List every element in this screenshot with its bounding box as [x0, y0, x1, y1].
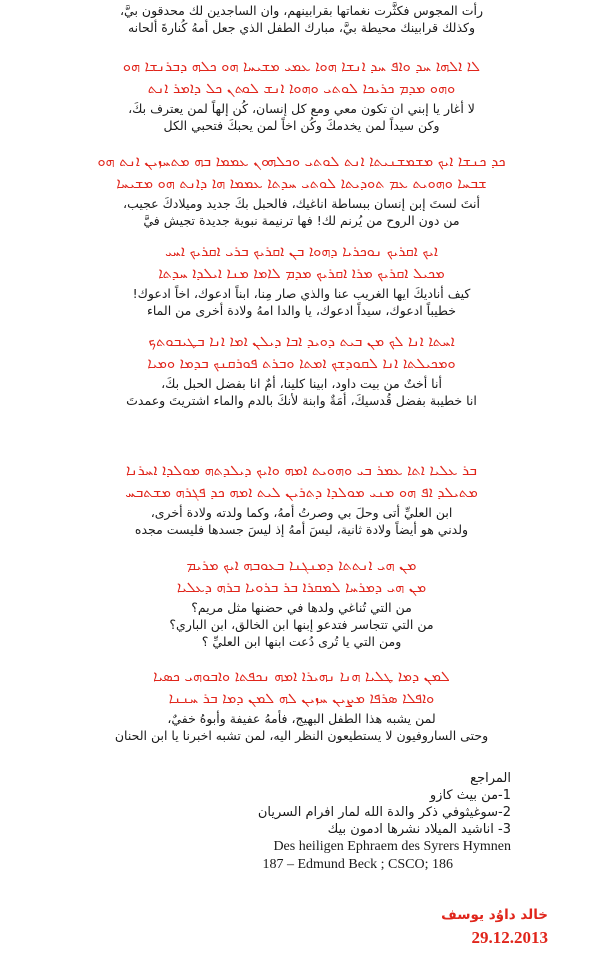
stanza-3: [0, 151, 603, 229]
syriac-line: ܒܪ ܥܠܝܐ ܐܬܐ ܥܡܪ ܒܝ ܘܗܘܝܬ ܐܡܗ ܘܐܝܟ ܕܝܠܕܬܗ ܡܘܠܕܐ ܐܚܪܢܐ: [126, 463, 477, 479]
stanza-2: [0, 56, 603, 134]
arabic-line: أنا أختٌ من بيت داود، ابينا كلينا، أمٌ انا بفضل الحبل بكَ،: [161, 376, 442, 391]
syriac-line: ܫܒܚܐ ܘܗܘܝܬ ܥܡ ܬܘܕܝܬܐ ܠܘܬܝ ܚܕܬܐ ܥܡܡܐ ܗܐ ܕܐܢܬ ܗܘ ܡܫܝܚܐ: [116, 176, 487, 192]
syriac-line: ܐܚܬܐ ܐܢܐ ܠܟ ܡܢ ܒܝܬ ܕܘܝܕ ܐܒܐ ܕܝܠܢ ܐܡܐ ܐܢܐ ܒܛܝܒܘܬܟ: [148, 334, 455, 350]
syriac-line: ܘܡܟܝܠܬܐ ܐܢܐ ܠܩܘܕܫܟ ܐܡܬܐ ܘܒܪܬ ܦܘܪܩܢܟ ܒܕܡܐ ܘܡܝܐ: [147, 356, 456, 372]
reference-latin-title: Des heiligen Ephraem des Syrers Hymnen: [273, 839, 511, 854]
syriac-line: ܡܢ ܗܝ ܐܢܬܬܐ ܕܡܢܓܢܐ ܒܥܘܒܗ ܐܝܟ ܡܪܝܡ: [186, 558, 417, 574]
syriac-line: ܡܟܝܠ ܐܩܪܝܟ ܡܪܐ ܐܩܪܝܟ ܡܕܡ ܠܐܡܐ ܡܢܐ ܐܝܠܕܐ ܚܕܬܐ: [158, 266, 445, 282]
stanza-4: [0, 241, 603, 319]
arabic-line: وحتى الساروفيون لا يستطيعون النظر اليه، لمن تشبه اخبرنا يا ابن الحنان: [114, 728, 489, 743]
arabic-line: وكذلك قرابينك محيطة بيَّ، مبارك الطفل الذي جعل أمهُ كُنارةَ ألحانه: [127, 20, 476, 35]
syriac-line: ܠܡܢ ܕܡܐ ܛܠܝܐ ܗܢܐ ܢܗܝܪܐ ܐܡܗ ܢܟܦܬܐ ܘܐܒܘܗܝ ܟܣܝܐ: [153, 669, 450, 685]
arabic-line: ومن التي يا تُرى دُعت ابنها ابن العليِّ ؟: [201, 634, 402, 649]
signature-date: 29.12.2013: [471, 928, 548, 947]
references-section: [91, 770, 511, 874]
arabic-line: ولدني هو أيضاً ولادة ثانية، ليسَ أمهُ إذ ليسَ جسدها فليست مجده: [134, 522, 469, 537]
arabic-line: من التي تُناغي ولدها في حضنها مثل مريم؟: [191, 600, 412, 615]
arabic-line: ابن العليِّ أتى وحلَ بي وصرتُ أمهُ، وكما ولدته ولادة أخرى،: [150, 505, 453, 520]
references-heading: المراجع: [470, 771, 511, 786]
syriac-line: ܐܝܟ ܐܩܪܝܟ ܢܘܟܪܝܐ ܕܗܘܐ ܒܢ ܐܩܪܝܟ ܒܪܝ ܐܩܪܝܟ ܐܚܝ: [165, 244, 438, 260]
syriac-line: ܡܬܝܠܕ ܐܦ ܗܘ ܡܢܝ ܡܘܠܕܐ ܕܬܪܝܢ ܠܝܬ ܐܡܗ ܟܕ ܦܓܪܗ ܡܫܬܒܚ: [125, 485, 478, 501]
arabic-line: من التي تتجاسر فتدعو إبنها ابن الخالق، ابن الباري؟: [169, 617, 434, 632]
arabic-line: لا أغار يا إبني ان تكون معي ومع كل إنسان، كُن إلهاً لمن يعترف بكَ،: [128, 101, 475, 116]
arabic-line: خطيباً ادعوك، سيداً ادعوك، يا والدا امهُ ولادة أخرى من الماء: [146, 303, 456, 318]
reference-item: 1-من بيث كازو: [429, 788, 511, 803]
reference-item: 3- اناشيد الميلاد نشرها ادمون بيك: [327, 822, 511, 837]
reference-latin-citation: 187 – Edmund Beck ; CSCO; 186: [262, 857, 453, 872]
arabic-line: وكن سيداً لمن يخدمكَ وكُن اخاً لمن يحبكَ فتحبي الكل: [163, 118, 440, 133]
reference-item: 2-سوغيثوفي ذكر والدة الله لمار افرام السريان: [257, 805, 511, 820]
stanza-6: [0, 460, 603, 538]
syriac-line: ܠܐ ܐܠܗܐ ܚܕ ܘܐܦ ܚܕ ܐܢܫܐ ܗܘܐ ܥܡܝ ܡܫܝܚܐ ܗܘ ܟܠܗ ܕܒܪܢܫܐ ܗܘ: [122, 59, 481, 75]
syriac-line: ܘܐܦܠܐ ܣܪܦܐ ܡܨܝܢ ܚܙܝܢ ܠܗ ܠܡܢ ܕܡܐ ܒܪ ܚܢܢܐ: [168, 691, 435, 707]
arabic-line: من دون الروح من يُرنم لك! فها ترنيمة نبوية جديدة تجيش فيَّ: [143, 213, 460, 228]
arabic-line: لمن يشبه هذا الطفل البهيج، فأمهُ عفيفة وأبوهُ خفيٌ،: [167, 711, 436, 726]
stanza-1: [0, 2, 603, 36]
stanza-5: [0, 331, 603, 409]
author-signature: خالد داوُد يوسف: [441, 907, 548, 923]
syriac-line: ܘܗܘ ܡܕܡ ܟܪܝܟܐ ܠܘܬܝ ܘܗܘܐ ܐܢܫ ܠܘܬܢ ܟܠ ܕܐܡܪ ܐܢܬ: [147, 81, 456, 97]
syriac-line: ܡܢ ܗܝ ܕܡܪܚܐ ܠܡܩܪܐ ܒܪ ܒܪܘܝܐ ܒܪܗ ܕܥܠܝܐ: [176, 580, 427, 596]
stanza-8: [0, 666, 603, 744]
arabic-line: أنتَ لستَ إبن إنسان ببساطة اناغيك، فالحبل بكَ جديد وميلادكَ عجيب،: [123, 196, 480, 211]
stanza-7: [0, 555, 603, 650]
syriac-line: ܟܕ ܟܢܫܐ ܐܝܟ ܡܫܡܫܢܝܬܐ ܐܢܬ ܠܘܬܝ ܘܟܠܗܘܢ ܥܡܡܐ ܒܗ ܡܬܚܙܝܢ ܐܢܬ ܗܘ: [97, 154, 506, 170]
arabic-line: كيف أناديكَ ايها الغريب عنا والذي صار مِنا، ابناً ادعوك، اخاً ادعوك!: [132, 286, 471, 301]
arabic-line: رأت المجوس فكثَّرت نغماتها بقرابينهم، وان الساجدين لك محدقون بيَّ،: [120, 3, 483, 18]
arabic-line: انا خطيبة بفضل قُدسيكَ، أمَةٌ وابنة لأنكَ بالدم والماء اشتريتَ وعمدتَ: [126, 393, 477, 408]
